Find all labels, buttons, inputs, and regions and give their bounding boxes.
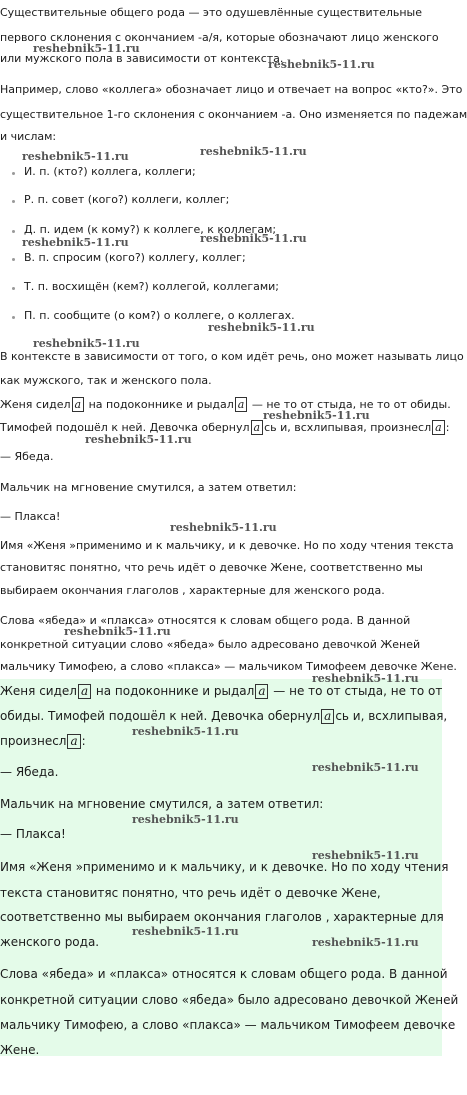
intro-line-4: Например, слово «коллега» обозначает лицо и отвечает на вопрос «кто?». Это — [0, 83, 463, 96]
answer-line-9: соответственно мы выбираем окончания глаголов , характерные для — [0, 910, 444, 924]
watermark: reshebnik5-11.ru — [263, 409, 370, 422]
watermark: reshebnik5-11.ru — [22, 236, 129, 249]
watermark: reshebnik5-11.ru — [312, 936, 419, 949]
watermark: reshebnik5-11.ru — [200, 145, 307, 158]
context-line-2: как мужского, так и женского пола. — [0, 374, 212, 387]
blank-letter: а — [67, 734, 80, 749]
story1-line-9: Слова «ябеда» и «плакса» относятся к словам общего рода. В данной — [0, 614, 411, 627]
story1-line-6: Имя «Женя »применимо и к мальчику, и к девочке. Но по ходу чтения текста — [0, 539, 454, 552]
story1-line-1: Женя сидел а на подоконнике и рыдал а — не то от стыда, не то от обиды. — [0, 398, 451, 411]
watermark: reshebnik5-11.ru — [170, 521, 277, 534]
watermark: reshebnik5-11.ru — [22, 150, 129, 163]
answer-line-11: Слова «ябеда» и «плакса» относятся к словам общего рода. В данной — [0, 967, 448, 981]
watermark: reshebnik5-11.ru — [208, 321, 315, 334]
answer-line-14: Жене. — [0, 1043, 40, 1057]
watermark: reshebnik5-11.ru — [312, 761, 419, 774]
blank-letter: а — [235, 397, 248, 412]
watermark: reshebnik5-11.ru — [200, 232, 307, 245]
intro-line-2: первого склонения с окончанием -а/я, которые обозначают лицо женского — [0, 31, 439, 44]
bullet-icon — [12, 230, 15, 233]
answer-line-10: женского рода. — [0, 935, 100, 949]
story1-line-10: конкретной ситуации слово «ябеда» было адресовано девочкой Женей — [0, 638, 421, 651]
blank-letter: а — [251, 420, 264, 435]
case-item: П. п. сообщите (о ком?) о коллеге, о коллегах. — [24, 309, 295, 322]
intro-line-6: и числам: — [0, 130, 57, 143]
answer-line-7: Имя «Женя »применимо и к мальчику, и к девочке. Но по ходу чтения — [0, 860, 449, 874]
story1-line-5: — Плакса! — [0, 510, 61, 523]
watermark: reshebnik5-11.ru — [132, 813, 239, 826]
answer-line-12: конкретной ситуации слово «ябеда» было адресовано девочкой Женей — [0, 993, 459, 1007]
story1-line-4: Мальчик на мгновение смутился, а затем ответил: — [0, 481, 297, 494]
answer-line-8: текста становитяс понятно, что речь идёт о девочке Жене, — [0, 886, 381, 900]
bullet-icon — [12, 172, 15, 175]
answer-line-1: Женя сидел а на подоконнике и рыдал а — не то от стыда, не то от — [0, 684, 443, 698]
answer-line-13: мальчику Тимофею, а слово «плакса» — мальчиком Тимофеем девочке — [0, 1018, 456, 1032]
case-item: Т. п. восхищён (кем?) коллегой, коллегами; — [24, 280, 279, 293]
story1-line-7: становитяс понятно, что речь идёт о девочке Жене, соответственно мы — [0, 561, 423, 574]
watermark: reshebnik5-11.ru — [33, 337, 140, 350]
watermark: reshebnik5-11.ru — [85, 433, 192, 446]
watermark: reshebnik5-11.ru — [132, 925, 239, 938]
watermark: reshebnik5-11.ru — [312, 672, 419, 685]
answer-line-6: — Плакса! — [0, 827, 66, 841]
blank-letter: а — [321, 709, 334, 724]
story1-line-2: Тимофей подошёл к ней. Девочка обернул а сь и, всхлипывая, произнесл а : — [0, 421, 450, 434]
answer-line-4: — Ябеда. — [0, 765, 59, 779]
intro-line-5: существительное 1-го склонения с окончанием -а. Оно изменяется по падежам — [0, 108, 467, 121]
story1-line-8: выбираем окончания глаголов , характерные для женского рода. — [0, 584, 385, 597]
intro-line-1: Существительные общего рода — это одушевлённые существительные — [0, 6, 423, 19]
blank-letter: а — [255, 684, 268, 699]
case-item: И. п. (кто?) коллега, коллеги; — [24, 165, 196, 178]
case-item: Д. п. идем (к кому?) к коллеге, к коллегам; — [24, 223, 277, 236]
case-item: Р. п. совет (кого?) коллеги, коллег; — [24, 193, 230, 206]
watermark: reshebnik5-11.ru — [132, 725, 239, 738]
story1-line-3: — Ябеда. — [0, 450, 54, 463]
watermark: reshebnik5-11.ru — [64, 625, 171, 638]
context-line-1: В контексте в зависимости от того, о ком идёт речь, оно может называть лицо — [0, 350, 464, 363]
blank-letter: а — [78, 684, 91, 699]
answer-line-5: Мальчик на мгновение смутился, а затем ответил: — [0, 797, 324, 811]
bullet-icon — [12, 287, 15, 290]
bullet-icon — [12, 258, 15, 261]
blank-letter: а — [432, 420, 445, 435]
watermark: reshebnik5-11.ru — [268, 58, 375, 71]
answer-line-3: произнесл а : — [0, 734, 86, 748]
watermark: reshebnik5-11.ru — [33, 42, 140, 55]
bullet-icon — [12, 200, 15, 203]
intro-line-3: или мужского пола в зависимости от контекста. — [0, 52, 284, 65]
watermark: reshebnik5-11.ru — [312, 849, 419, 862]
answer-line-2: обиды. Тимофей подошёл к ней. Девочка обернул а сь и, всхлипывая, — [0, 709, 448, 723]
case-item: В. п. спросим (кого?) коллегу, коллег; — [24, 251, 246, 264]
blank-letter: а — [72, 397, 85, 412]
story1-line-11: мальчику Тимофею, а слово «плакса» — мальчиком Тимофеем девочке Жене. — [0, 660, 457, 673]
bullet-icon — [12, 316, 15, 319]
